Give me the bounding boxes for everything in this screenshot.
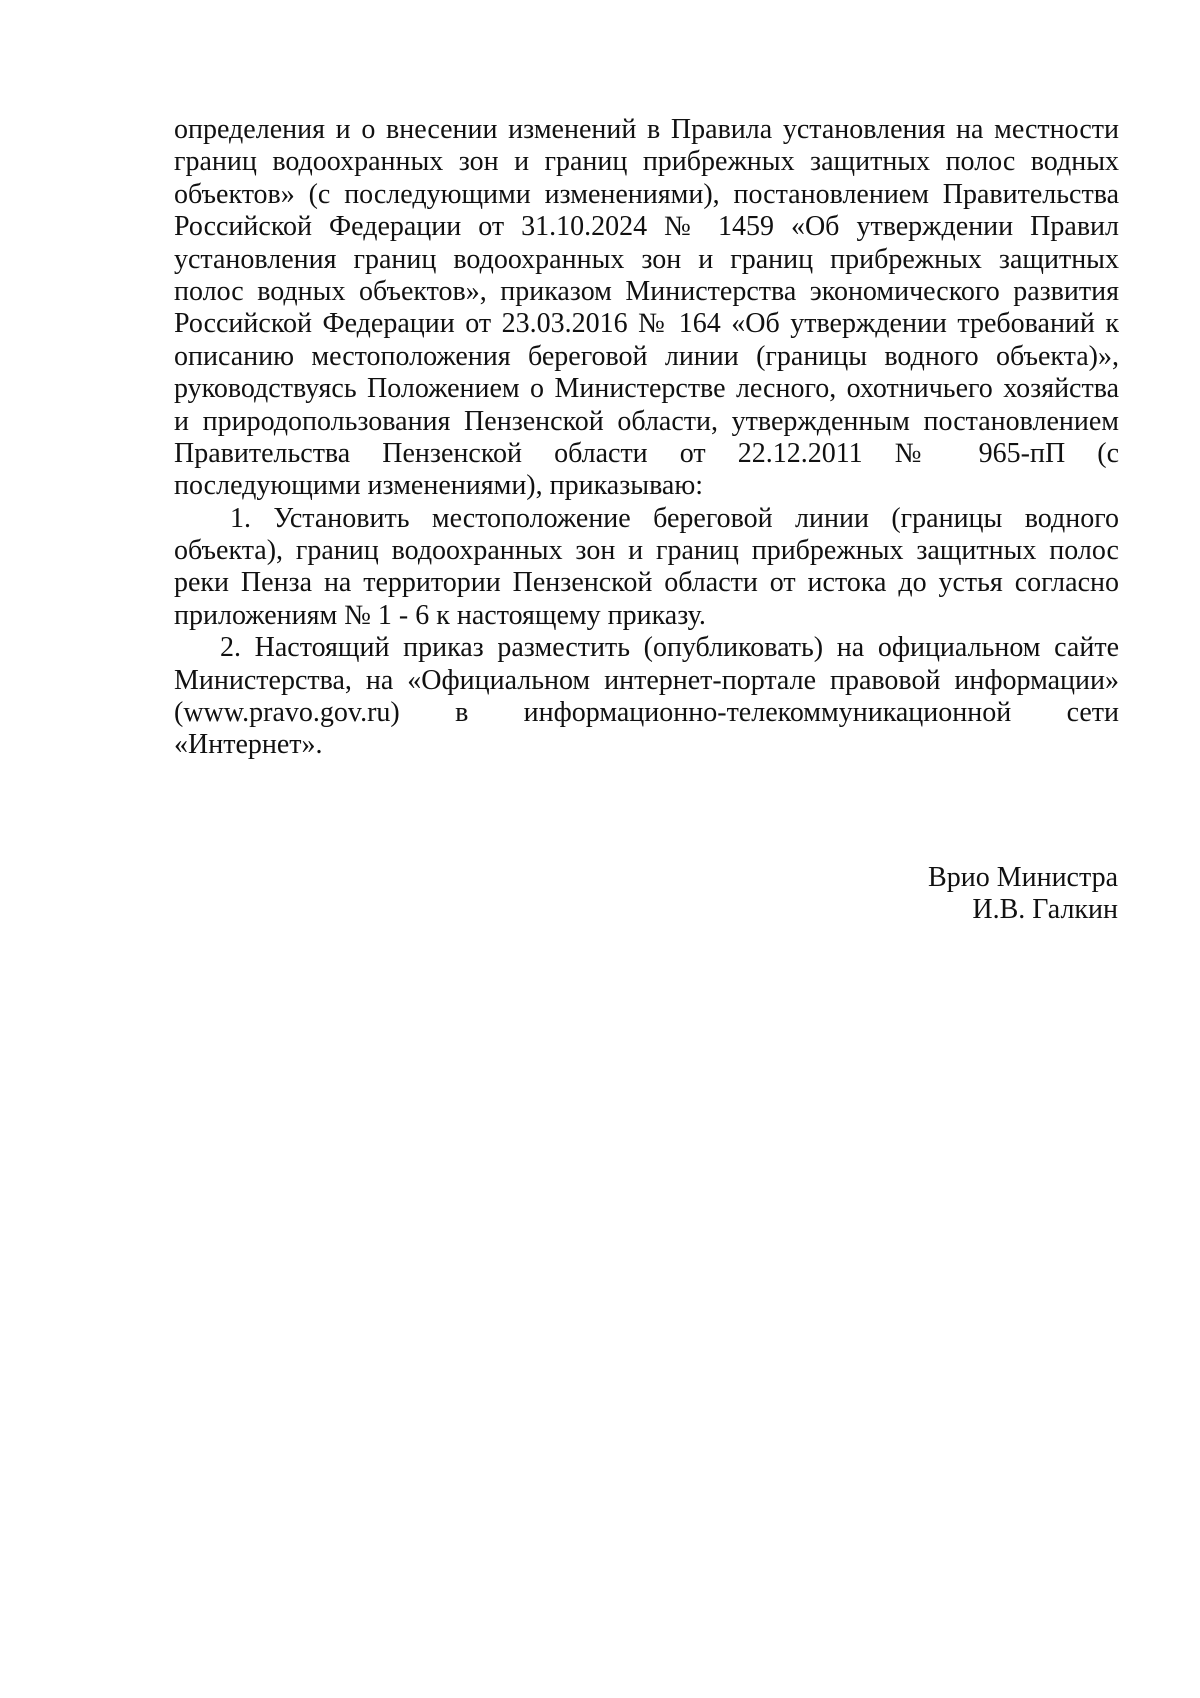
signature-name: И.В. Галкин — [972, 894, 1118, 926]
item-2-line: «Интернет». — [174, 729, 323, 761]
intro-line: руководствуясь Положением о Министерстве лесного, охотничьего хозяйства — [174, 373, 1119, 405]
document-body — [174, 114, 1119, 762]
item-1-line: объекта), границ водоохранных зон и границ прибрежных защитных полос — [174, 535, 1119, 567]
intro-line: определения и о внесении изменений в Правила установления на местности — [174, 114, 1119, 145]
item-1-line: приложениям № 1 - 6 к настоящему приказу. — [174, 599, 706, 631]
intro-line: объектов» (с последующими изменениями), постановлением Правительства — [174, 178, 1119, 210]
item-1-line: 1. Установить местоположение береговой линии (границы водного — [230, 502, 1119, 534]
item-2-line: 2. Настоящий приказ разместить (опубликовать) на официальном сайте — [220, 632, 1119, 664]
item-1-line: реки Пенза на территории Пензенской области от истока до устья согласно — [174, 567, 1119, 599]
intro-line: последующими изменениями), приказываю: — [174, 470, 704, 502]
intro-line: Российской Федерации от 23.03.2016 № 164 «Об утверждении требований к — [174, 308, 1119, 340]
signature-position: Врио Министра — [928, 862, 1118, 893]
signature-block — [928, 862, 1118, 927]
intro-line: Правительства Пензенской области от 22.12.2011 № 965-пП (с — [174, 437, 1119, 469]
intro-line: полос водных объектов», приказом Министерства экономического развития — [174, 275, 1119, 307]
intro-line: и природопользования Пензенской области, утвержденным постановлением — [174, 405, 1119, 437]
item-2-line: (www.pravo.gov.ru) в информационно-телекоммуникационной сети — [174, 697, 1119, 729]
intro-line: границ водоохранных зон и границ прибрежных защитных полос водных — [174, 146, 1119, 178]
item-2-line: Министерства, на «Официальном интернет-портале правовой информации» — [174, 664, 1119, 696]
intro-line: описанию местоположения береговой линии (границы водного объекта)», — [174, 340, 1119, 372]
intro-line: Российской Федерации от 31.10.2024 № 1459 «Об утверждении Правил — [174, 211, 1119, 243]
intro-line: установления границ водоохранных зон и границ прибрежных защитных — [174, 243, 1119, 275]
